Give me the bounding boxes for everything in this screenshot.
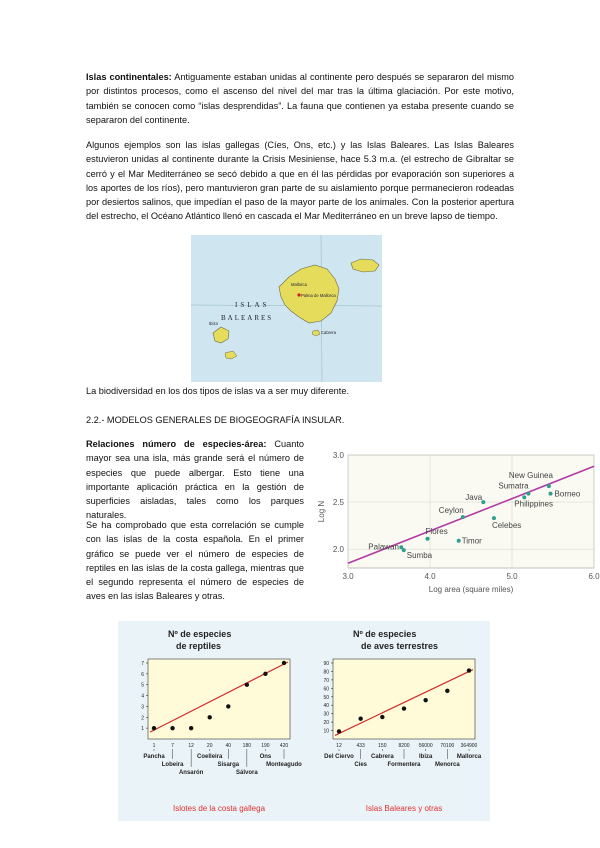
chart-title: Nº de especies [353, 629, 417, 639]
x-tick-label: 4.0 [424, 572, 436, 581]
data-point [245, 683, 249, 687]
data-point [282, 661, 286, 665]
plot-area [148, 659, 290, 739]
y-tick-label: 1 [141, 726, 144, 733]
island-label: Menorca [434, 762, 460, 768]
data-point [380, 715, 384, 719]
data-point [337, 729, 341, 733]
point-label: Java [465, 493, 483, 503]
y-tick-label: 4 [141, 693, 144, 700]
x-tick-label: 190 [261, 743, 270, 749]
x-tick-label: 364900 [460, 743, 478, 749]
y-tick-label: 3.0 [332, 451, 344, 460]
map-label-ibiza: Ibiza [209, 321, 218, 326]
map-title-baleares: BALEARES [221, 314, 274, 322]
data-point [358, 717, 362, 721]
map-title-islas: ISLAS [235, 301, 270, 309]
section-heading: 2.2.- MODELOS GENERALES DE BIOGEOGRAFÍA INSULAR. [86, 415, 345, 425]
x-tick-label: 12 [336, 743, 342, 749]
y-tick-label: 50 [323, 694, 329, 701]
y-tick-label: 3 [141, 704, 144, 711]
y-tick-label: 10 [323, 728, 329, 735]
y-tick-label: 7 [141, 661, 144, 667]
island-label: Pancha [143, 754, 165, 760]
island-label: Coelleira [197, 754, 223, 760]
y-tick-label: 6 [141, 671, 144, 678]
data-point [467, 668, 471, 672]
data-point [152, 726, 156, 730]
island-label: Sisarga [217, 762, 240, 768]
point-label: New Guinea [508, 471, 553, 481]
data-point [402, 548, 406, 552]
paragraph-examples [86, 138, 514, 224]
x-tick-label: 1 [152, 743, 156, 749]
data-point [457, 539, 461, 543]
data-point [461, 515, 465, 519]
y-tick-label: 20 [323, 720, 329, 727]
y-tick-label: 60 [323, 686, 329, 693]
island-label: Formentera [387, 762, 421, 768]
point-label: Celebes [491, 521, 522, 531]
x-tick-label: 150 [378, 743, 387, 749]
y-tick-label: 2 [141, 715, 144, 722]
data-point [189, 726, 193, 730]
x-tick-label: 3.0 [342, 572, 354, 581]
x-tick-label: 6.0 [588, 572, 600, 581]
data-point [547, 484, 551, 488]
balearic-islands-map [191, 235, 382, 382]
paragraph-species-area [86, 437, 304, 523]
x-tick-label: 20 [206, 743, 213, 749]
point-label: Sumba [406, 551, 433, 561]
species-area-chart [312, 443, 600, 598]
paragraph-continental-islands [86, 70, 514, 127]
chart-title: de aves terrestres [361, 641, 439, 651]
island-label: Ons [259, 754, 272, 760]
x-tick-label: 56000 [418, 743, 433, 749]
y-tick-label: 2.5 [332, 498, 344, 508]
point-label: Flores [425, 526, 448, 536]
x-tick-label: 40 [225, 743, 232, 749]
spanish-islands-charts [118, 621, 490, 821]
map-label-mallorca: Mallorca [291, 282, 307, 287]
x-tick-label: 7 [171, 743, 174, 749]
point-label: Borneo [554, 489, 581, 499]
point-label: Palawan [368, 542, 399, 552]
y-tick-label: 40 [323, 703, 329, 710]
y-tick-label: 70 [323, 677, 329, 684]
data-point [426, 537, 430, 541]
data-point [170, 726, 174, 730]
term-species-area: Relaciones número de especies-área: [86, 439, 267, 449]
island-label: Monteagudo [266, 762, 302, 768]
data-point [423, 698, 427, 702]
paragraph-examples-text: Algunos ejemplos son las islas gallegas (Cíes, Ons, etc.) y las Islas Baleares. Las Islas Baleares estuvieron unidas al continente durante la Crisis Mesiniense, hace 5.3 m.a. (el estrecho de Gibraltar se cerró y el Mar Mediterráneo se secó debido a que en él las pérdidas por evaporación son superiores a los aportes de los ríos), pero mantuvieron gran parte de su aislamiento porque permanecieron rodeadas por desiertos salinos, que impedían el paso de la mayor parte de los animales. Con la posterior apertura del estrecho, el Océano Atlántico llenó en cascada el Mar Mediterráneo en un breve lapso de tiempo. [86, 140, 514, 222]
data-point [526, 492, 530, 496]
y-tick-label: 5 [141, 682, 144, 689]
paragraph-spanish-coast [86, 518, 304, 604]
chart-footer: Islotes de la costa gallega [172, 804, 266, 813]
data-point [208, 715, 212, 719]
island-label: Del Ciervo [324, 754, 354, 760]
data-point [402, 706, 406, 710]
chart-title: Nº de especies [168, 629, 232, 639]
point-label: Ceylon [438, 506, 464, 516]
x-tick-label: 180 [242, 743, 252, 749]
island-label: Cabrera [370, 754, 394, 760]
y-axis-label: Log N [317, 500, 326, 523]
island-label: Ansarón [178, 770, 204, 776]
data-point [445, 689, 449, 693]
x-tick-label: 5.0 [506, 572, 518, 581]
x-tick-label: 8200 [398, 743, 410, 749]
x-tick-label: 12 [188, 743, 194, 749]
term-continental-islands: Islas continentales: [86, 72, 172, 82]
x-tick-label: 433 [356, 743, 365, 749]
map-label-palma: Palma de Mallorca [301, 293, 336, 298]
plot-area [333, 659, 475, 739]
data-point [492, 516, 496, 520]
paragraph-spanish-coast-text: Se ha comprobado que esta correlación se cumple con las islas de la costa española. En el primer gráfico se puede ver el número de especies de reptiles en las islas de la costa gallega, mientras que el segundo representa el número de especies de aves en las islas Baleares y otras. [86, 520, 304, 602]
island-label: Ibiza [418, 754, 433, 760]
island-label: Sálvora [236, 770, 258, 776]
paragraph-continental-islands-text: Antiguamente estaban unidas al continente pero después se separaron del mismo por distintos procesos, como el ascenso del nivel del mar tras la última glaciación. Por este motivo, también se conocen como “islas desprendidas”. La fauna que contienen ya estaba presente cuando se separaron del continente. [86, 72, 514, 125]
map-label-cabrera: Cabrera [321, 330, 337, 335]
island-label: Lobeira [161, 762, 184, 768]
y-tick-label: 2.0 [332, 545, 344, 555]
y-tick-label: 80 [323, 669, 329, 676]
map-caption: La biodiversidad en los dos tipos de islas va a ser muy diferente. [86, 386, 350, 396]
y-tick-label: 90 [323, 661, 329, 667]
point-label: Sumatra [498, 481, 529, 491]
data-point [263, 672, 267, 676]
x-tick-label: 70100 [440, 743, 455, 749]
data-point [549, 492, 553, 496]
point-label: Timor [461, 536, 482, 546]
chart-footer: Islas Baleares y otras [365, 804, 443, 813]
island-label: Cíes [354, 762, 368, 768]
chart-title: de reptiles [176, 641, 222, 651]
data-point [226, 704, 230, 708]
y-tick-label: 30 [323, 711, 329, 718]
x-tick-label: 420 [279, 743, 289, 749]
x-axis-label: Log area (square miles) [428, 585, 514, 594]
island-label: Mallorca [456, 754, 482, 760]
point-label: Philippines [514, 499, 554, 509]
paragraph-species-area-text: Cuanto mayor sea una isla, más grande será el número de especies que puede albergar. Esto tiene una importante aplicación práctica en la gestión de superficies aisladas, tales como los parques naturales. [86, 439, 304, 521]
